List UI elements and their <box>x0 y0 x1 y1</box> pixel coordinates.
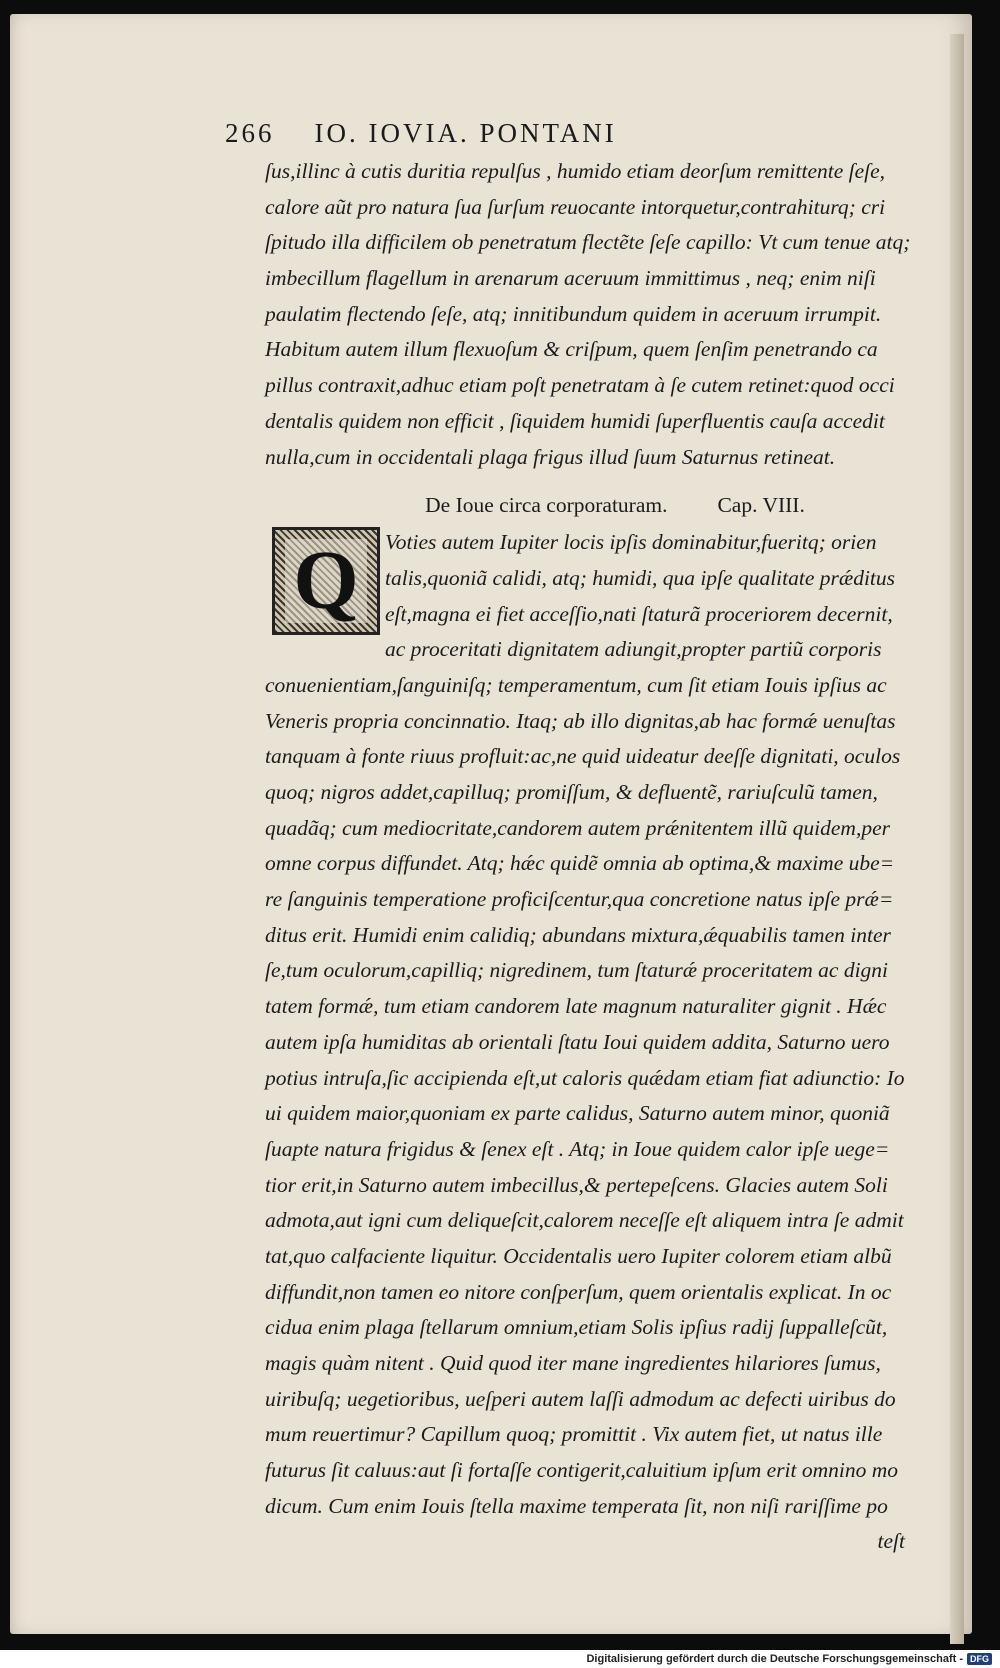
initial-letter: Q <box>285 539 366 623</box>
text-line: cidua enim plaga ſtellarum omnium,etiam Solis ipſius radij ſuppalleſcũt, <box>265 1315 888 1340</box>
text-line: eſt,magna ei fiet acceſſio,nati ſtaturã proceriorem decernit, <box>385 601 893 626</box>
running-title: IO. IOVIA. PONTANI <box>314 118 617 148</box>
text-line: quadãq; cum mediocritate,candorem autem prǽnitentem illũ quidem,per <box>265 815 890 840</box>
text-line: ſpitudo illa difficilem ob penetratum flectẽte ſeſe capillo: Vt cum tenue atq; <box>265 230 911 255</box>
text-line: magis quàm nitent . Quid quod iter mane ingredientes hilariores ſumus, <box>265 1351 881 1375</box>
funding-notice: Digitalisierung gefördert durch die Deutsche Forschungsgemeinschaft - <box>586 1653 963 1665</box>
text-line: tatem formǽ, tum etiam candorem late magnum naturaliter gignit . Hǽc <box>265 994 887 1019</box>
text-line: pillus contraxit,adhuc etiam poſt penetratam à ſe cutem retinet:quod occi <box>265 373 895 398</box>
text-line: tanquam à fonte riuus profluit:ac,ne quid uideatur deeſſe dignitati, oculos <box>265 744 901 769</box>
text-line: talis,quoniã calidi, atq; humidi, qua ipſe qualitate prǽditus <box>385 565 896 590</box>
text-line: tior erit,in Saturno autem imbecillus,& pertepeſcens. Glacies autem Soli <box>265 1172 888 1197</box>
text-line: futurus ſit caluus:aut ſi fortaſſe contigerit,caluitium ipſum erit omnino mo <box>265 1458 899 1483</box>
text-line: nulla,cum in occidentali plaga frigus illud ſuum Saturnus retineat. <box>265 444 836 469</box>
page-edge <box>950 34 964 1644</box>
dfg-logo: DFG <box>967 1653 992 1665</box>
text-line: ſuapte natura frigidus & ſenex eſt . Atq; in Ioue quidem calor ipſe uege= <box>265 1136 890 1161</box>
text-line: quoq; nigros addet,capilluq; promiſſum, & defluentẽ, rariuſculũ tamen, <box>265 780 878 804</box>
text-line: paulatim flectendo ſeſe, atq; innitibundum quidem in aceruum irrumpit. <box>265 301 882 326</box>
text-line: tat,quo calfaciente liquitur. Occidentalis uero Iupiter colorem etiam albũ <box>265 1243 892 1268</box>
text-line: ſe,tum oculorum,capilliq; nigredinem, tum ſtaturǽ proceritatem ac digni <box>265 958 889 983</box>
text-line: re ſanguinis temperatione proficiſcentur,qua concretione natus ipſe prǽ= <box>265 887 894 912</box>
text-line: autem ipſa humiditas ab orientali ſtatu Ioui quidem addita, Saturno uero <box>265 1029 890 1054</box>
text-line: omne corpus diffundet. Atq; hǽc quidẽ omnia ab optima,& maxime ube= <box>265 851 895 876</box>
chapter-number: Cap. VIII. <box>717 493 805 518</box>
page-header <box>225 118 925 154</box>
text-line: admota,aut igni cum deliqueſcit,calorem neceſſe eſt aliquem intra ſe admit <box>265 1208 904 1233</box>
chapter-heading <box>305 475 925 525</box>
text-block <box>225 118 925 1560</box>
text-line: potius intruſa,ſic accipienda eſt,ut caloris quǽdam etiam fiat adiunctio: Io <box>265 1065 905 1090</box>
text-line: ditus erit. Humidi enim calidiq; abundans mixtura,ǽquabilis tamen inter <box>265 922 891 947</box>
text-line: calore aũt pro natura ſua ſurſum reuocante intorquetur,contrahiturq; cri <box>265 194 886 219</box>
text-line: Veneris propria concinnatio. Itaq; ab illo dignitas,ab hac formǽ uenuſtas <box>265 708 896 733</box>
text-line: dentalis quidem non efficit , ſiquidem humidi ſuperfluentis cauſa accedit <box>265 408 885 433</box>
text-line: Habitum autem illum flexuoſum & criſpum, quem ſenſim penetrando ca <box>265 337 878 362</box>
chapter-title: De Ioue circa corporaturam. <box>425 493 668 518</box>
decorated-initial <box>272 527 380 635</box>
text-line: imbecillum flagellum in arenarum aceruum immittimus , neq; enim niſi <box>265 266 876 291</box>
paragraph-1 <box>265 154 925 475</box>
text-line: mum reuertimur? Capillum quoq; promittit . Vix autem fiet, ut natus ille <box>265 1422 883 1447</box>
catchword: teſt <box>877 1529 905 1554</box>
page-number: 266 <box>225 118 275 148</box>
text-line: dicum. Cum enim Iouis ſtella maxime temperata ſit, non niſi rariſſime po <box>265 1493 888 1518</box>
text-line: ui quidem maior,quoniam ex parte calidus, Saturno autem minor, quoniã <box>265 1101 890 1126</box>
text-line: conuenientiam,ſanguiniſq; temperamentum, cum ſit etiam Iouis ipſius ac <box>265 672 887 697</box>
text-line: diffundit,non tamen eo nitore conſperſum, quem orientalis explicat. In oc <box>265 1279 892 1304</box>
text-line: uiribuſq; uegetioribus, ueſperi autem laſſi admodum ac defecti uiribus do <box>265 1386 896 1411</box>
text-line: ſus,illinc à cutis duritia repulſus , humido etiam deorſum remittente ſeſe, <box>265 159 886 183</box>
paragraph-2 <box>265 525 925 1560</box>
footer-bar <box>0 1650 1000 1668</box>
text-line: ac proceritati dignitatem adiungit,propter partiũ corporis <box>385 637 882 662</box>
text-line: Voties autem Iupiter locis ipſis dominabitur,fueritq; orien <box>385 530 877 555</box>
